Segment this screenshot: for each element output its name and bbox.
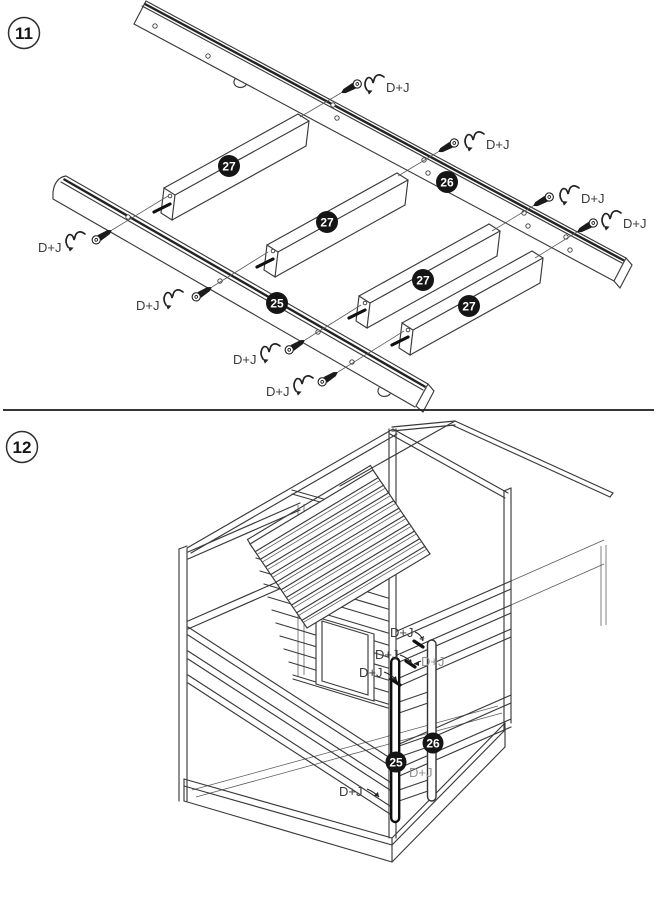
screw-icons-step11 bbox=[66, 75, 621, 396]
z-arrow-icon bbox=[261, 344, 280, 364]
z-arrow-icon bbox=[560, 186, 579, 206]
part-badge-25 bbox=[386, 752, 407, 773]
fastener-label: D+J bbox=[339, 784, 363, 799]
screw-icon bbox=[339, 78, 363, 96]
z-arrow-icon bbox=[294, 376, 313, 396]
part-badge-27 bbox=[218, 155, 240, 177]
svg-text:12: 12 bbox=[12, 438, 32, 457]
fastener-label: D+J bbox=[390, 625, 414, 640]
projection-lines bbox=[112, 93, 577, 372]
z-arrow-icon bbox=[164, 290, 183, 310]
assembly-step-11 bbox=[9, 1, 647, 412]
svg-text:25: 25 bbox=[389, 755, 403, 770]
fastener-label: D+J bbox=[38, 240, 62, 255]
svg-text:11: 11 bbox=[15, 24, 33, 43]
rail-25-drawing bbox=[53, 176, 434, 412]
svg-text:26: 26 bbox=[440, 175, 454, 190]
screw-icon bbox=[91, 227, 115, 246]
z-arrow-icon bbox=[602, 211, 621, 231]
assembly-step-12 bbox=[7, 421, 614, 862]
svg-text:27: 27 bbox=[416, 273, 430, 288]
z-arrow-icon bbox=[465, 132, 484, 152]
screw-icon bbox=[317, 369, 341, 388]
part-badge-27 bbox=[412, 269, 434, 291]
part-badge-25 bbox=[266, 292, 288, 314]
fastener-label: D+J bbox=[409, 765, 433, 780]
fastener-label: D+J bbox=[486, 137, 510, 152]
svg-text:27: 27 bbox=[462, 299, 476, 314]
step-12-number-circle bbox=[7, 432, 38, 463]
fastener-label: D+J bbox=[581, 191, 605, 206]
fastener-label: D+J bbox=[233, 352, 257, 367]
part-badge-26 bbox=[423, 733, 444, 754]
z-arrow-icon bbox=[365, 75, 384, 95]
svg-text:27: 27 bbox=[222, 159, 236, 174]
part-badge-26 bbox=[436, 171, 458, 193]
part-badge-27 bbox=[316, 211, 338, 233]
screw-icon bbox=[284, 337, 308, 356]
rail-26-drawing bbox=[134, 1, 632, 288]
fastener-label: D+J bbox=[266, 384, 290, 399]
roof-slat-panel bbox=[248, 466, 431, 629]
part-badge-27 bbox=[458, 295, 480, 317]
screw-icon bbox=[191, 284, 215, 303]
svg-text:27: 27 bbox=[320, 215, 334, 230]
ladder-rung bbox=[399, 692, 428, 713]
svg-text:26: 26 bbox=[426, 736, 440, 751]
z-arrow-icon bbox=[66, 232, 85, 252]
svg-text:25: 25 bbox=[270, 296, 284, 311]
fastener-label: D+J bbox=[386, 80, 410, 95]
step-11-number-circle bbox=[9, 18, 40, 49]
fastener-label: D+J bbox=[623, 216, 647, 231]
fastener-label: D+J bbox=[421, 654, 445, 669]
fastener-label: D+J bbox=[136, 298, 160, 313]
ladder-rung bbox=[399, 780, 428, 801]
screw-icon bbox=[436, 137, 460, 155]
fastener-label: D+J bbox=[375, 647, 399, 662]
screw-icon bbox=[531, 191, 555, 209]
fastener-label: D+J bbox=[359, 665, 383, 680]
